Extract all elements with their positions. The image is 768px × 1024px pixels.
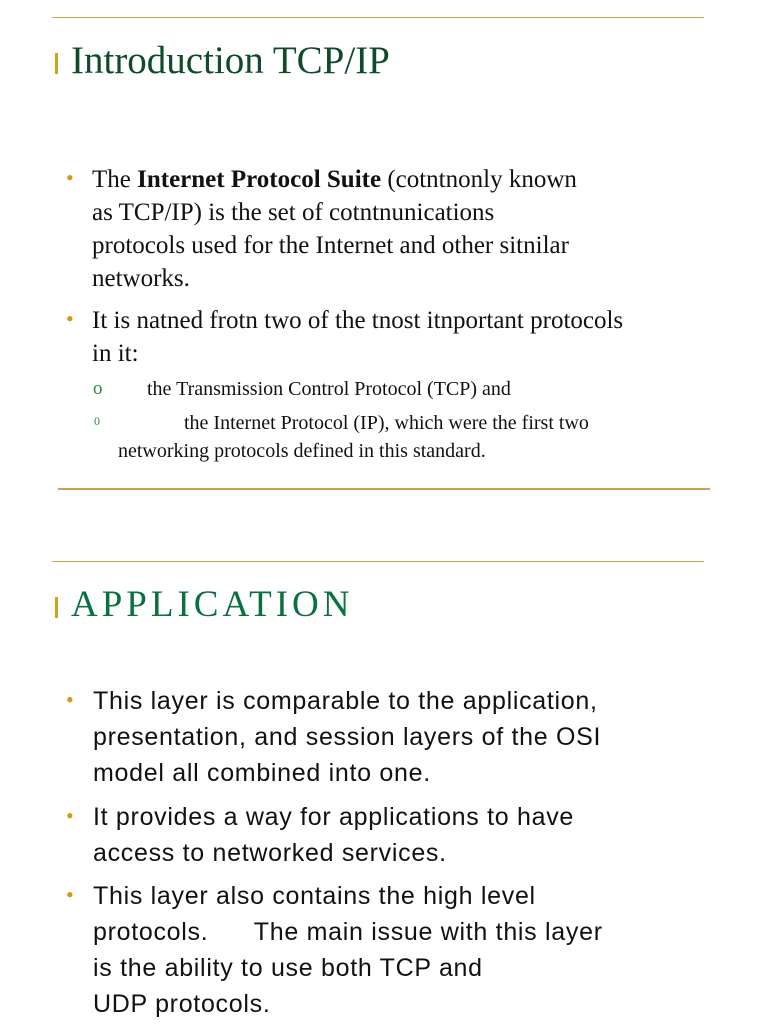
slide1-bullet1-line4: networks. [92, 265, 190, 292]
slide1-bullet1-line2: as TCP/IP) is the set of cotntnunications [92, 199, 495, 226]
slide2-bullet1-marker: • [66, 687, 74, 712]
slide1-sub2-line2: networking protocols defined in this standard. [118, 440, 486, 462]
slide2-bullet3-line3: is the ability to use both TCP and [93, 954, 483, 982]
slide2-bullet3-line2: protocols. The main issue with this layer [93, 918, 603, 946]
slide1-sub2-marker: 0 [94, 414, 100, 428]
slide2-title: APPLICATION [71, 584, 354, 625]
slide2-bullet1-line3: model all combined into one. [93, 759, 431, 787]
slide1-bullet1-marker: • [66, 165, 74, 190]
slide2-bullet2-line1: It provides a way for applications to have [93, 803, 575, 831]
slide2-bullet1-line2: presentation, and session layers of the OSI [93, 723, 602, 751]
slide2-bullet1-line1: This layer is comparable to the application, [93, 687, 598, 715]
slide1-title-marker [55, 53, 58, 74]
slide2-bullet2-line2: access to networked services. [93, 839, 447, 867]
slide1-bottom-rule [58, 488, 710, 490]
slide1-sub1-text: the Transmission Control Protocol (TCP) and [147, 378, 511, 400]
slide2-bullet1-text [93, 683, 601, 791]
slide2-bullet3-line4: UDP protocols. [93, 990, 271, 1018]
slide1-bullet1-line3: protocols used for the Internet and other sitnilar [92, 232, 569, 259]
slide1-sub2-text [118, 409, 589, 465]
slide2-bullet2-marker: • [66, 803, 74, 828]
slide2-top-rule [52, 561, 704, 562]
slide2-bullet2-text [93, 799, 574, 871]
slide2-bullet3-line1: This layer also contains the high level [93, 882, 536, 910]
slide1-sub2-line1: the Internet Protocol (IP), which were the first two [184, 412, 589, 434]
slide1-sub1-marker: o [93, 378, 103, 399]
slide1-bullet2-text [92, 304, 623, 370]
slide1-top-rule [52, 17, 704, 18]
slide1-bullet2-marker: • [66, 306, 74, 331]
slide2-bullet3-text [93, 878, 603, 1022]
internet-protocol-suite-bold: Internet Protocol Suite [137, 166, 382, 193]
slide1-bullet1-line1: The Internet Protocol Suite (cotntnonly known [92, 166, 577, 193]
slide2-bullet3-marker: • [66, 882, 74, 907]
slide1-bullet1-text [92, 163, 577, 295]
slide2-title-marker [55, 597, 58, 618]
slide1-bullet2-line1: It is natned frotn two of the tnost itnportant protocols [92, 307, 624, 334]
slide1-bullet2-line2: in it: [92, 340, 139, 367]
slide1-title: Introduction TCP/IP [71, 39, 390, 82]
